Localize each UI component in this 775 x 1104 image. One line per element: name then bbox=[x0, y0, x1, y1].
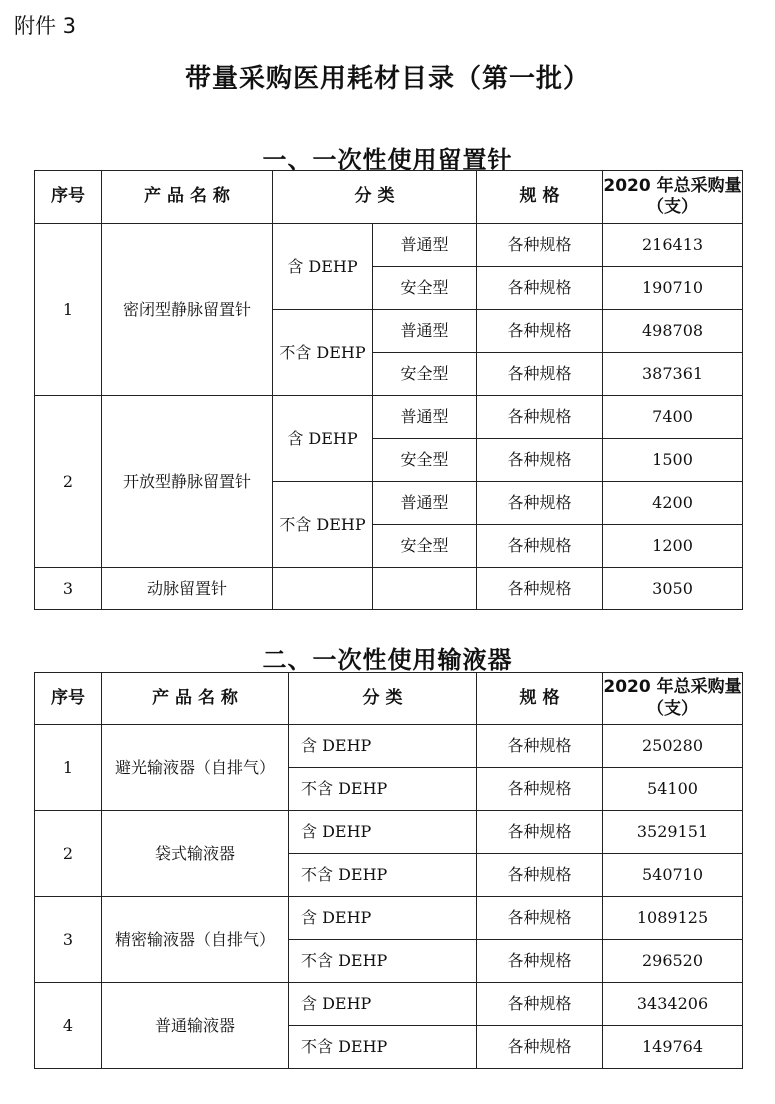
needle-type: 安全型 bbox=[373, 439, 477, 482]
row-no: 3 bbox=[35, 897, 102, 983]
needle-type: 安全型 bbox=[373, 525, 477, 568]
empty-cell bbox=[273, 568, 373, 610]
spec-cell: 各种规格 bbox=[477, 854, 603, 897]
qty-cell: 3050 bbox=[603, 568, 743, 610]
header-category: 分 类 bbox=[289, 673, 477, 725]
spec-cell: 各种规格 bbox=[477, 1026, 603, 1069]
table-row bbox=[35, 811, 743, 854]
spec-cell: 各种规格 bbox=[477, 525, 603, 568]
qty-cell: 1200 bbox=[603, 525, 743, 568]
spec-cell: 各种规格 bbox=[477, 897, 603, 940]
header-qty: 2020 年总采购量（支） bbox=[603, 673, 743, 725]
qty-cell: 3434206 bbox=[603, 983, 743, 1026]
section1-table bbox=[34, 170, 743, 610]
dehp-category: 不含 DEHP bbox=[273, 310, 373, 396]
spec-cell: 各种规格 bbox=[477, 725, 603, 768]
dehp-category: 含 DEHP bbox=[289, 897, 477, 940]
qty-cell: 1089125 bbox=[603, 897, 743, 940]
section2-title: 二、一次性使用输液器 bbox=[262, 646, 513, 674]
qty-cell: 540710 bbox=[603, 854, 743, 897]
qty-cell: 7400 bbox=[603, 396, 743, 439]
qty-cell: 250280 bbox=[603, 725, 743, 768]
qty-cell: 296520 bbox=[603, 940, 743, 983]
dehp-category: 不含 DEHP bbox=[289, 1026, 477, 1069]
header-qty: 2020 年总采购量（支） bbox=[603, 171, 743, 224]
row-no: 1 bbox=[35, 725, 102, 811]
row-no: 4 bbox=[35, 983, 102, 1069]
qty-cell: 3529151 bbox=[603, 811, 743, 854]
dehp-category: 不含 DEHP bbox=[289, 940, 477, 983]
qty-cell: 498708 bbox=[603, 310, 743, 353]
product-name: 普通输液器 bbox=[102, 983, 289, 1069]
header-no: 序号 bbox=[35, 171, 102, 224]
table-row bbox=[35, 224, 743, 267]
spec-cell: 各种规格 bbox=[477, 983, 603, 1026]
header-category: 分 类 bbox=[273, 171, 477, 224]
product-name: 避光输液器（自排气） bbox=[102, 725, 289, 811]
dehp-category: 不含 DEHP bbox=[273, 482, 373, 568]
header-name: 产 品 名 称 bbox=[102, 171, 273, 224]
spec-cell: 各种规格 bbox=[477, 267, 603, 310]
spec-cell: 各种规格 bbox=[477, 353, 603, 396]
spec-cell: 各种规格 bbox=[477, 482, 603, 525]
header-name: 产 品 名 称 bbox=[102, 673, 289, 725]
table-header-row bbox=[35, 673, 743, 725]
empty-cell bbox=[373, 568, 477, 610]
row-no: 2 bbox=[35, 811, 102, 897]
row-no: 1 bbox=[35, 224, 102, 396]
row-no: 3 bbox=[35, 568, 102, 610]
dehp-category: 含 DEHP bbox=[273, 396, 373, 482]
dehp-category: 含 DEHP bbox=[289, 983, 477, 1026]
dehp-category: 含 DEHP bbox=[289, 811, 477, 854]
needle-type: 普通型 bbox=[373, 396, 477, 439]
header-spec: 规 格 bbox=[477, 171, 603, 224]
table-row bbox=[35, 897, 743, 940]
table-header-row bbox=[35, 171, 743, 224]
product-name: 袋式输液器 bbox=[102, 811, 289, 897]
row-no: 2 bbox=[35, 396, 102, 568]
dehp-category: 不含 DEHP bbox=[289, 768, 477, 811]
section1-title: 一、一次性使用留置针 bbox=[262, 146, 513, 174]
dehp-category: 不含 DEHP bbox=[289, 854, 477, 897]
needle-type: 普通型 bbox=[373, 482, 477, 525]
spec-cell: 各种规格 bbox=[477, 396, 603, 439]
spec-cell: 各种规格 bbox=[477, 310, 603, 353]
spec-cell: 各种规格 bbox=[477, 940, 603, 983]
table-row bbox=[35, 396, 743, 439]
needle-type: 普通型 bbox=[373, 224, 477, 267]
qty-cell: 54100 bbox=[603, 768, 743, 811]
page-title: 带量采购医用耗材目录（第一批） bbox=[184, 64, 590, 94]
table-row bbox=[35, 983, 743, 1026]
header-spec: 规 格 bbox=[477, 673, 603, 725]
qty-cell: 1500 bbox=[603, 439, 743, 482]
spec-cell: 各种规格 bbox=[477, 768, 603, 811]
table-row bbox=[35, 725, 743, 768]
spec-cell: 各种规格 bbox=[477, 568, 603, 610]
table-row bbox=[35, 568, 743, 610]
dehp-category: 含 DEHP bbox=[273, 224, 373, 310]
qty-cell: 387361 bbox=[603, 353, 743, 396]
product-name: 精密输液器（自排气） bbox=[102, 897, 289, 983]
product-name: 动脉留置针 bbox=[102, 568, 273, 610]
spec-cell: 各种规格 bbox=[477, 811, 603, 854]
section2-table bbox=[34, 672, 743, 1069]
qty-cell: 216413 bbox=[603, 224, 743, 267]
header-no: 序号 bbox=[35, 673, 102, 725]
qty-cell: 149764 bbox=[603, 1026, 743, 1069]
dehp-category: 含 DEHP bbox=[289, 725, 477, 768]
needle-type: 安全型 bbox=[373, 353, 477, 396]
needle-type: 普通型 bbox=[373, 310, 477, 353]
product-name: 开放型静脉留置针 bbox=[102, 396, 273, 568]
attachment-label: 附件 3 bbox=[14, 14, 77, 38]
spec-cell: 各种规格 bbox=[477, 224, 603, 267]
product-name: 密闭型静脉留置针 bbox=[102, 224, 273, 396]
qty-cell: 4200 bbox=[603, 482, 743, 525]
needle-type: 安全型 bbox=[373, 267, 477, 310]
qty-cell: 190710 bbox=[603, 267, 743, 310]
spec-cell: 各种规格 bbox=[477, 439, 603, 482]
